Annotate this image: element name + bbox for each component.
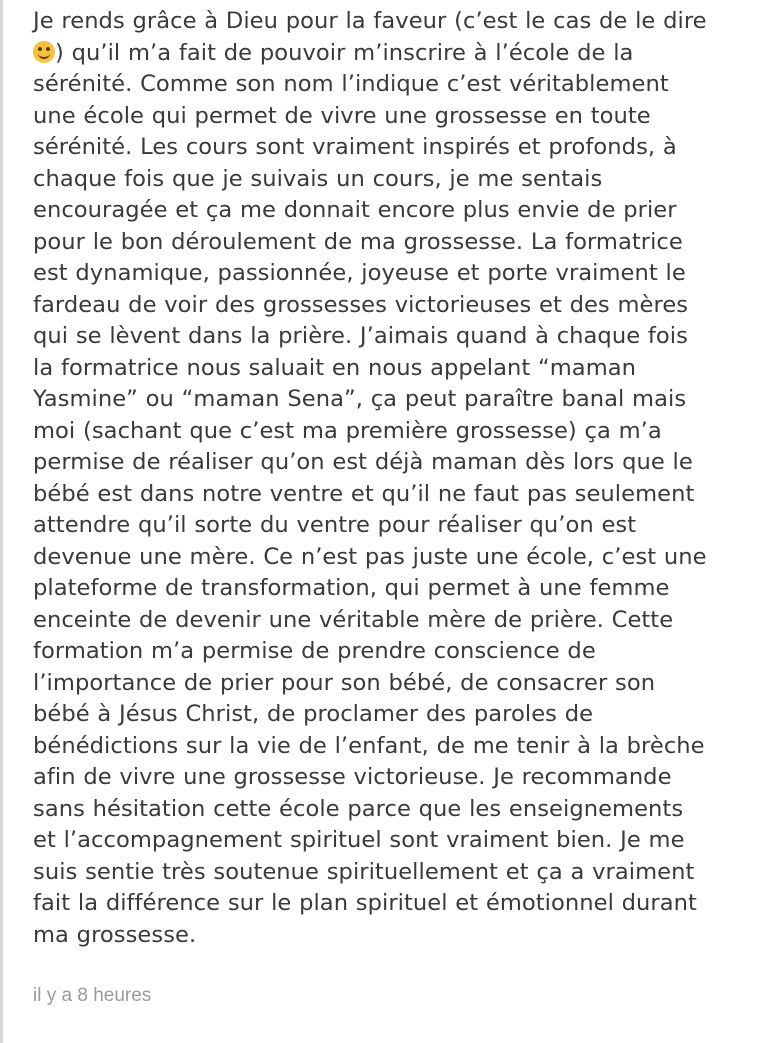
smiling-face-emoji-icon bbox=[33, 41, 55, 63]
review-card bbox=[33, 6, 745, 951]
review-text-part-2: ) qu’il m’a fait de pouvoir m’inscrire à l’école de la sérénité. Comme son nom l’indique c’est véritablement une école qui permet de vivre une grossesse en toute sérénité. Les cours sont vraiment inspirés et profonds, à chaque fois que je suivais un cours, je me sentais encouragée et ça me donnait encore plus envie de prier pour le bon déroulement de ma grossesse. La formatrice est dynamique, passionnée, joyeuse et porte vraiment le fardeau de voir des grossesses victorieuses et des mères qui se lèvent dans la prière. J’aimais quand à chaque fois la formatrice nous saluait en nous appelant “maman Yasmine” ou “maman Sena”, ça peut paraître banal mais moi (sachant que c’est ma première grossesse) ça m’a permise de réaliser qu’on est déjà maman dès lors que le bébé est dans notre ventre et qu’il ne faut pas seulement attendre qu’il sorte du ventre pour réaliser qu’on est devenue une mère. Ce n’est pas juste une école, c’est une plateforme de transformation, qui permet à une femme enceinte de devenir une véritable mère de prière. Cette formation m’a permise de prendre conscience de l’importance de prier pour son bébé, de consacrer son bébé à Jésus Christ, de proclamer des paroles de bénédictions sur la vie de l’enfant, de me tenir à la brèche afin de vivre une grossesse victorieuse. Je recommande sans hésitation cette école parce que les enseignements et l’accompagnement spirituel sont vraiment bien. Je me suis sentie très soutenue spirituellement et ça a vraiment fait la différence sur le plan spirituel et émotionnel durant ma grossesse. bbox=[33, 39, 707, 948]
review-text bbox=[33, 6, 745, 951]
review-text-part-1: Je rends grâce à Dieu pour la faveur (c’est le cas de le dire bbox=[33, 8, 707, 34]
review-timestamp: il y a 8 heures bbox=[33, 985, 152, 1006]
left-border-line bbox=[0, 0, 3, 1043]
